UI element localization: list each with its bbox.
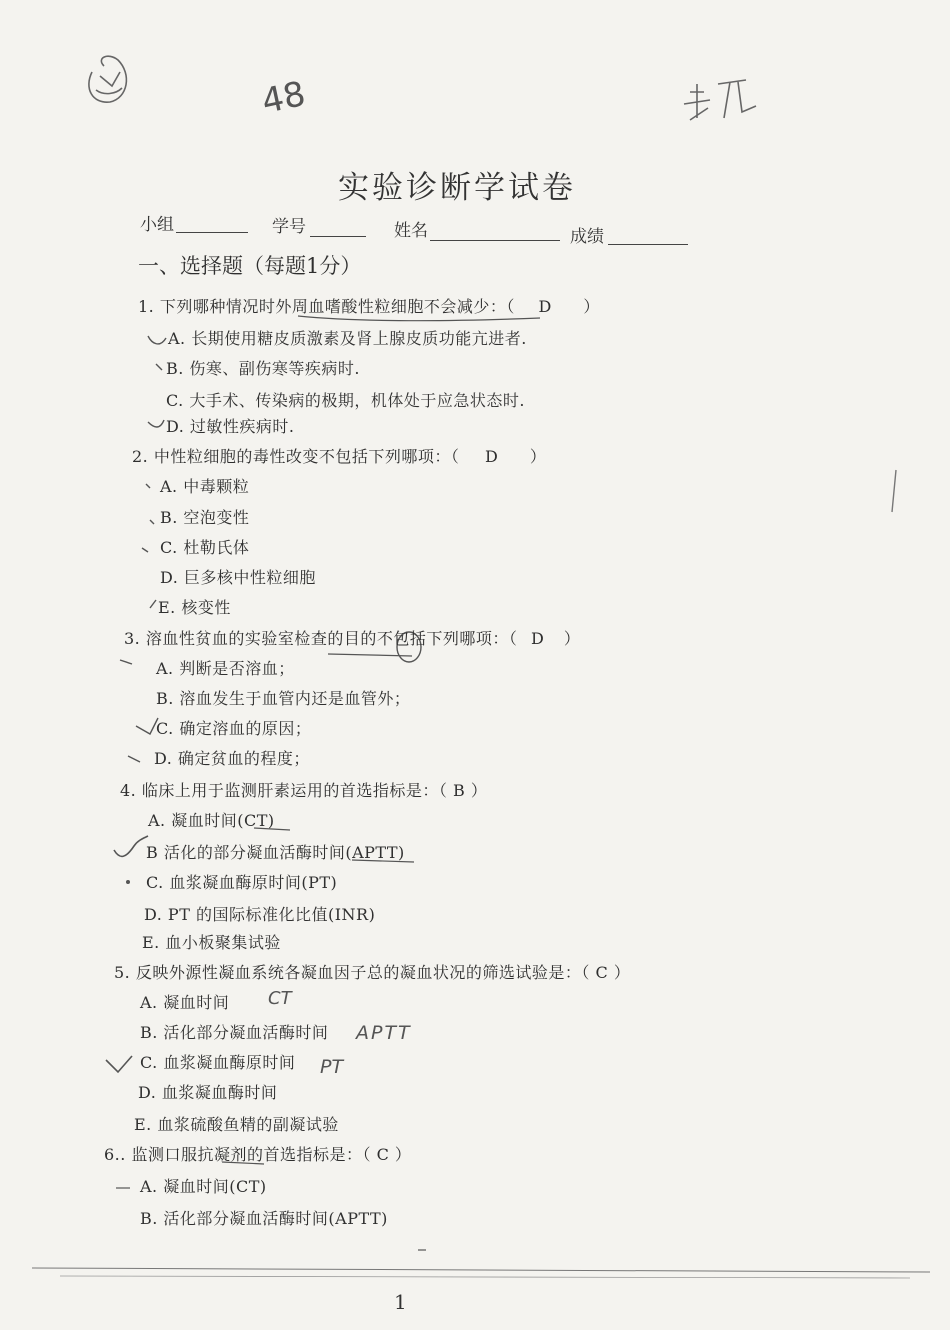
question-number: 5. bbox=[114, 963, 131, 982]
option-6a: A. 凝血时间(CT) bbox=[140, 1177, 267, 1196]
option-5d: D. 血浆凝血酶时间 bbox=[138, 1083, 278, 1102]
student-id-blank bbox=[310, 216, 366, 237]
check-mark bbox=[136, 718, 158, 734]
score-label: 成绩 bbox=[570, 227, 604, 247]
check-mark bbox=[146, 484, 150, 488]
check-mark bbox=[142, 548, 148, 552]
question-number: 1. bbox=[138, 297, 155, 316]
handwritten-number: 48 bbox=[258, 73, 309, 123]
question-answer: C bbox=[595, 963, 609, 982]
question-text: 溶血性贫血的实验室检查的目的不包括下列哪项：（ bbox=[145, 629, 518, 648]
check-mark bbox=[150, 520, 154, 524]
question-6: 6.. 监测口服抗凝剂的首选指标是：（ C ） bbox=[104, 1145, 412, 1164]
group-blank bbox=[176, 212, 248, 233]
check-mark bbox=[120, 660, 132, 664]
question-answer: B bbox=[452, 781, 466, 800]
check-mark bbox=[156, 364, 162, 370]
question-2: 2. 中性粒细胞的毒性改变不包括下列哪项：（ D ） bbox=[132, 447, 547, 466]
check-mark bbox=[150, 600, 156, 608]
hand-underline bbox=[328, 654, 412, 656]
option-6b: B. 活化部分凝血活酶时间(APTT) bbox=[140, 1209, 388, 1228]
option-4d: D. PT 的国际标准化比值(INR) bbox=[144, 905, 376, 924]
page-number: 1 bbox=[394, 1290, 407, 1314]
question-3: 3. 溶血性贫血的实验室检查的目的不包括下列哪项：（ D ） bbox=[124, 629, 581, 648]
check-mark bbox=[114, 836, 148, 856]
question-text: 反映外源性凝血系统各凝血因子总的凝血状况的筛选试验是：（ bbox=[135, 963, 590, 982]
option-2a: A. 中毒颗粒 bbox=[160, 477, 250, 496]
question-number: 6.. bbox=[104, 1145, 126, 1164]
question-answer: D bbox=[484, 447, 499, 466]
section-heading: 一、选择题（每题1分） bbox=[138, 254, 362, 278]
margin-stroke bbox=[892, 470, 896, 512]
option-3c: C. 确定溶血的原因； bbox=[156, 719, 312, 738]
name-label: 姓名 bbox=[394, 221, 428, 241]
student-id-label: 学号 bbox=[272, 217, 306, 237]
option-3a: A. 判断是否溶血； bbox=[156, 659, 295, 678]
question-text: 中性粒细胞的毒性改变不包括下列哪项：（ bbox=[153, 447, 460, 466]
question-text: 监测口服抗凝剂的首选指标是：（ bbox=[131, 1145, 371, 1164]
option-1a: A. 长期使用糖皮质激素及肾上腺皮质功能亢进者. bbox=[168, 329, 527, 348]
dot-mark bbox=[126, 880, 130, 884]
question-1: 1. 下列哪种情况时外周血嗜酸性粒细胞不会减少：（ D ） bbox=[138, 297, 600, 316]
option-1d: D. 过敏性疾病时. bbox=[166, 417, 295, 436]
check-mark bbox=[106, 1056, 132, 1072]
option-4e: E. 血小板聚集试验 bbox=[142, 933, 281, 952]
option-3d: D. 确定贫血的程度； bbox=[154, 749, 310, 768]
group-label: 小组 bbox=[140, 215, 174, 235]
handwritten-signature-scribble bbox=[684, 80, 756, 120]
option-5b: B. 活化部分凝血活酶时间 bbox=[140, 1023, 329, 1042]
bottom-rule bbox=[32, 1268, 930, 1272]
question-4: 4. 临床上用于监测肝素运用的首选指标是：（ B ） bbox=[120, 781, 488, 800]
option-2e: E. 核变性 bbox=[158, 598, 231, 617]
page-title: 实验诊断学试卷 bbox=[338, 170, 576, 206]
option-4c: C. 血浆凝血酶原时间(PT) bbox=[146, 873, 338, 892]
margin-note-ct: CT bbox=[268, 988, 292, 1009]
option-1b: B. 伤寒、副伤寒等疾病时. bbox=[166, 359, 361, 378]
option-3b: B. 溶血发生于血管内还是血管外； bbox=[156, 689, 411, 708]
question-5: 5. 反映外源性凝血系统各凝血因子总的凝血状况的筛选试验是：（ C ） bbox=[114, 963, 631, 982]
question-answer: D bbox=[530, 629, 545, 648]
option-2c: C. 杜勒氏体 bbox=[160, 538, 250, 557]
option-2d: D. 巨多核中性粒细胞 bbox=[160, 568, 316, 587]
check-mark bbox=[148, 336, 166, 344]
question-answer: C bbox=[376, 1145, 390, 1164]
name-blank bbox=[430, 220, 560, 241]
option-5a: A. 凝血时间 bbox=[140, 993, 230, 1012]
circled-check-mark bbox=[89, 56, 127, 102]
question-number: 2. bbox=[132, 447, 149, 466]
score-blank bbox=[608, 224, 688, 245]
margin-note-pt: PT bbox=[320, 1056, 344, 1078]
question-number: 3. bbox=[124, 629, 141, 648]
option-5c: C. 血浆凝血酶原时间 bbox=[140, 1053, 296, 1072]
option-4b: B 活化的部分凝血活酶时间(APTT) bbox=[146, 843, 405, 862]
question-number: 4. bbox=[120, 781, 137, 800]
check-mark bbox=[148, 420, 164, 427]
margin-note-aptt: APTT bbox=[356, 1022, 412, 1044]
question-text: 下列哪种情况时外周血嗜酸性粒细胞不会减少：（ bbox=[159, 297, 515, 316]
check-mark bbox=[128, 756, 140, 762]
option-4a: A. 凝血时间(CT) bbox=[148, 811, 275, 830]
option-2b: B. 空泡变性 bbox=[160, 508, 250, 527]
question-text: 临床上用于监测肝素运用的首选指标是：（ bbox=[141, 781, 448, 800]
question-answer: D bbox=[538, 297, 552, 316]
option-1c: C. 大手术、传染病的极期，机体处于应急状态时. bbox=[166, 391, 525, 410]
bottom-rule bbox=[60, 1276, 910, 1278]
option-5e: E. 血浆硫酸鱼精的副凝试验 bbox=[134, 1115, 339, 1134]
